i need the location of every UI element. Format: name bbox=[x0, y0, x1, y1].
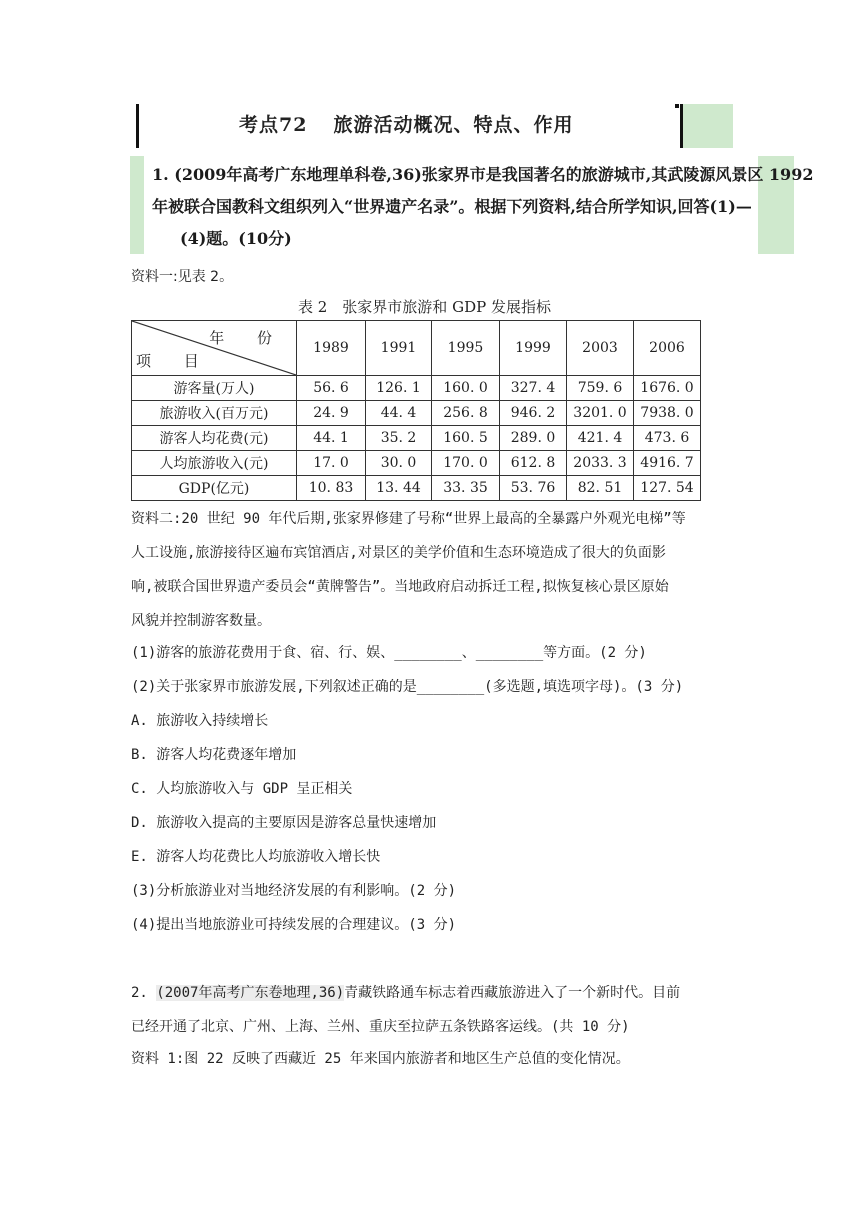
table-cell: 33. 35 bbox=[432, 476, 500, 501]
row-label: 游客人均花费(元) bbox=[132, 426, 297, 451]
table-cell: 10. 83 bbox=[297, 476, 366, 501]
option-c: C. 人均旅游收入与 GDP 呈正相关 bbox=[131, 781, 353, 797]
table-cell: 82. 51 bbox=[567, 476, 634, 501]
year-header: 1995 bbox=[432, 321, 500, 376]
corner-mark bbox=[675, 104, 679, 108]
question-1-scan bbox=[144, 156, 814, 254]
question-2-source: (2007年高考广东卷地理,36) bbox=[156, 985, 345, 1001]
table-cell: 289. 0 bbox=[500, 426, 567, 451]
data-table bbox=[131, 320, 701, 501]
corner-year-label: 年 份 bbox=[209, 329, 286, 347]
year-header: 1991 bbox=[366, 321, 432, 376]
question-2-intro: 青藏铁路通车标志着西藏旅游进入了一个新时代。目前 bbox=[344, 985, 681, 1001]
title-white-area bbox=[136, 104, 683, 148]
material-2-line-2: 人工设施,旅游接待区遍布宾馆酒店,对景区的美学价值和生态环境造成了很大的负面影 bbox=[131, 545, 666, 561]
question-2-line-2: 已经开通了北京、广州、上海、兰州、重庆至拉萨五条铁路客运线。(共 10 分) bbox=[131, 1019, 630, 1035]
year-header: 1999 bbox=[500, 321, 567, 376]
table-row bbox=[132, 451, 701, 476]
table-cell: 56. 6 bbox=[297, 376, 366, 401]
title-banner bbox=[130, 104, 730, 148]
question-2-material-1: 资料 1:图 22 反映了西藏近 25 年来国内旅游者和地区生产总值的变化情况。 bbox=[131, 1051, 630, 1067]
table-cell: 612. 8 bbox=[500, 451, 567, 476]
table-cell: 160. 0 bbox=[432, 376, 500, 401]
question-1-box bbox=[130, 156, 814, 254]
table-row bbox=[132, 426, 701, 451]
year-header: 1989 bbox=[297, 321, 366, 376]
table-cell: 13. 44 bbox=[366, 476, 432, 501]
table-corner-cell bbox=[132, 321, 297, 376]
table-cell: 256. 8 bbox=[432, 401, 500, 426]
title-number: 考点72 bbox=[239, 114, 308, 136]
table-caption: 表 2 张家界市旅游和 GDP 发展指标 bbox=[298, 298, 551, 316]
question-1-line-2: 年被联合国教科文组织列入“世界遗产名录”。根据下列资料,结合所学知识,回答(1)— bbox=[152, 197, 752, 216]
material-2-line-3: 响,被联合国世界遗产委员会“黄牌警告”。当地政府启动拆迁工程,拟恢复核心景区原始 bbox=[131, 579, 669, 595]
table-cell: 473. 6 bbox=[634, 426, 701, 451]
row-label: GDP(亿元) bbox=[132, 476, 297, 501]
table-cell: 759. 6 bbox=[567, 376, 634, 401]
table-row bbox=[132, 476, 701, 501]
table-cell: 126. 1 bbox=[366, 376, 432, 401]
table-cell: 2033. 3 bbox=[567, 451, 634, 476]
sub-question-4: (4)提出当地旅游业可持续发展的合理建议。(3 分) bbox=[131, 917, 456, 933]
table-cell: 946. 2 bbox=[500, 401, 567, 426]
question-2-line-1 bbox=[131, 982, 680, 1002]
material-2-line-1: 资料二:20 世纪 90 年代后期,张家界修建了号称“世界上最高的全暴露户外观光电梯”等 bbox=[131, 511, 686, 527]
table-row bbox=[132, 376, 701, 401]
corner-item-label: 项 目 bbox=[136, 352, 213, 370]
option-a: A. 旅游收入持续增长 bbox=[131, 713, 269, 729]
option-d: D. 旅游收入提高的主要原因是游客总量快速增加 bbox=[131, 815, 437, 831]
title-green-area bbox=[680, 104, 733, 148]
table-cell: 160. 5 bbox=[432, 426, 500, 451]
option-b: B. 游客人均花费逐年增加 bbox=[131, 747, 297, 763]
question-1-line-3: (4)题。(10分) bbox=[180, 229, 292, 248]
row-label: 人均旅游收入(元) bbox=[132, 451, 297, 476]
table-cell: 53. 76 bbox=[500, 476, 567, 501]
title-topic: 旅游活动概况、特点、作用 bbox=[333, 114, 574, 136]
table-cell: 30. 0 bbox=[366, 451, 432, 476]
table-cell: 35. 2 bbox=[366, 426, 432, 451]
table-cell: 421. 4 bbox=[567, 426, 634, 451]
table-header-row bbox=[132, 321, 701, 376]
row-label: 游客量(万人) bbox=[132, 376, 297, 401]
table-cell: 327. 4 bbox=[500, 376, 567, 401]
table-cell: 7938. 0 bbox=[634, 401, 701, 426]
table-row bbox=[132, 401, 701, 426]
table-cell: 1676. 0 bbox=[634, 376, 701, 401]
table-cell: 17. 0 bbox=[297, 451, 366, 476]
question-1-line-1: 1. (2009年高考广东地理单科卷,36)张家界市是我国著名的旅游城市,其武陵源风景区 1992 bbox=[152, 165, 814, 184]
table-cell: 44. 1 bbox=[297, 426, 366, 451]
year-header: 2006 bbox=[634, 321, 701, 376]
year-header: 2003 bbox=[567, 321, 634, 376]
question-2-number: 2. bbox=[131, 985, 148, 1001]
page-title bbox=[239, 110, 573, 137]
table-cell: 127. 54 bbox=[634, 476, 701, 501]
table-cell: 170. 0 bbox=[432, 451, 500, 476]
table-cell: 4916. 7 bbox=[634, 451, 701, 476]
sub-question-1: (1)游客的旅游花费用于食、宿、行、娱、________、________等方面。(2 分) bbox=[131, 645, 647, 661]
sub-question-3: (3)分析旅游业对当地经济发展的有利影响。(2 分) bbox=[131, 883, 456, 899]
table-cell: 24. 9 bbox=[297, 401, 366, 426]
option-e: E. 游客人均花费比人均旅游收入增长快 bbox=[131, 849, 381, 865]
material-1-label: 资料一:见表 2。 bbox=[131, 269, 234, 285]
material-2-line-4: 风貌并控制游客数量。 bbox=[131, 613, 271, 629]
row-label: 旅游收入(百万元) bbox=[132, 401, 297, 426]
table-cell: 44. 4 bbox=[366, 401, 432, 426]
sub-question-2: (2)关于张家界市旅游发展,下列叙述正确的是________(多选题,填选项字母)。(3 分) bbox=[131, 679, 684, 695]
table-cell: 3201. 0 bbox=[567, 401, 634, 426]
